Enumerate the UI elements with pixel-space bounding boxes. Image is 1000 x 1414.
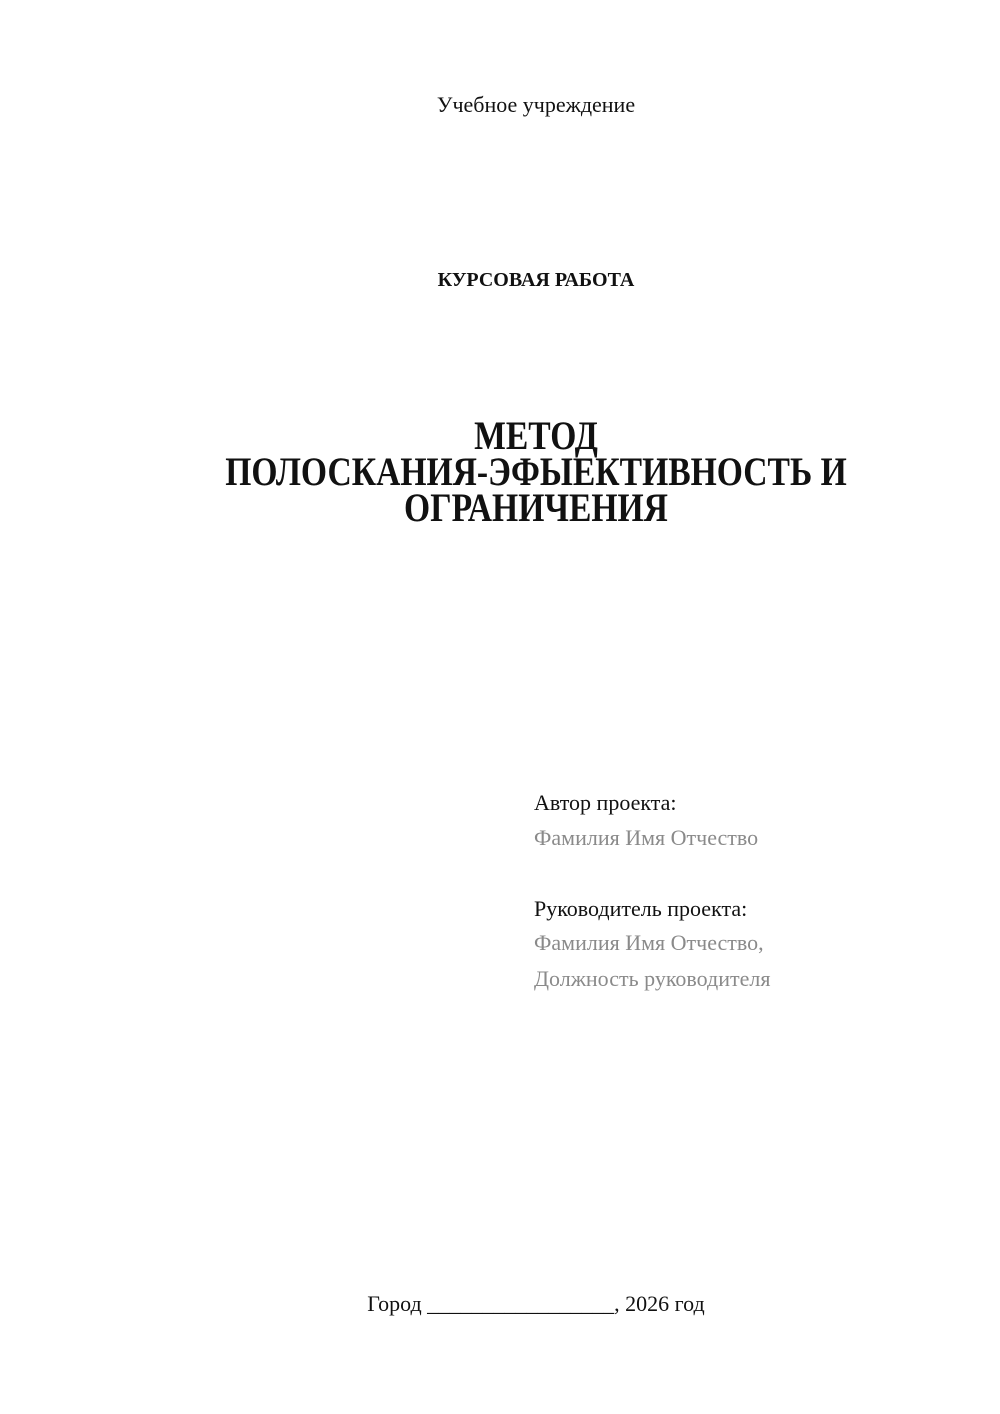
supervisor-name: Фамилия Имя Отчество, — [534, 930, 764, 955]
title-line: ОГРАНИЧЕНИЯ — [404, 485, 668, 530]
author-label: Автор проекта: — [534, 790, 677, 815]
supervisor-position: Должность руководителя — [534, 966, 771, 991]
supervisor-label: Руководитель проекта: — [534, 896, 748, 921]
work-type: КУРСОВАЯ РАБОТА — [437, 269, 635, 291]
title-line: ПОЛОСКАНИЯ-ЭФЫЕКТИВНОСТЬ И — [225, 449, 847, 494]
title-line: МЕТОД — [474, 413, 598, 458]
page-title — [0, 413, 1000, 530]
city-year: Город _________________, 2026 год — [367, 1291, 705, 1316]
institution: Учебное учреждение — [436, 92, 636, 117]
author-name: Фамилия Имя Отчество — [534, 825, 759, 850]
